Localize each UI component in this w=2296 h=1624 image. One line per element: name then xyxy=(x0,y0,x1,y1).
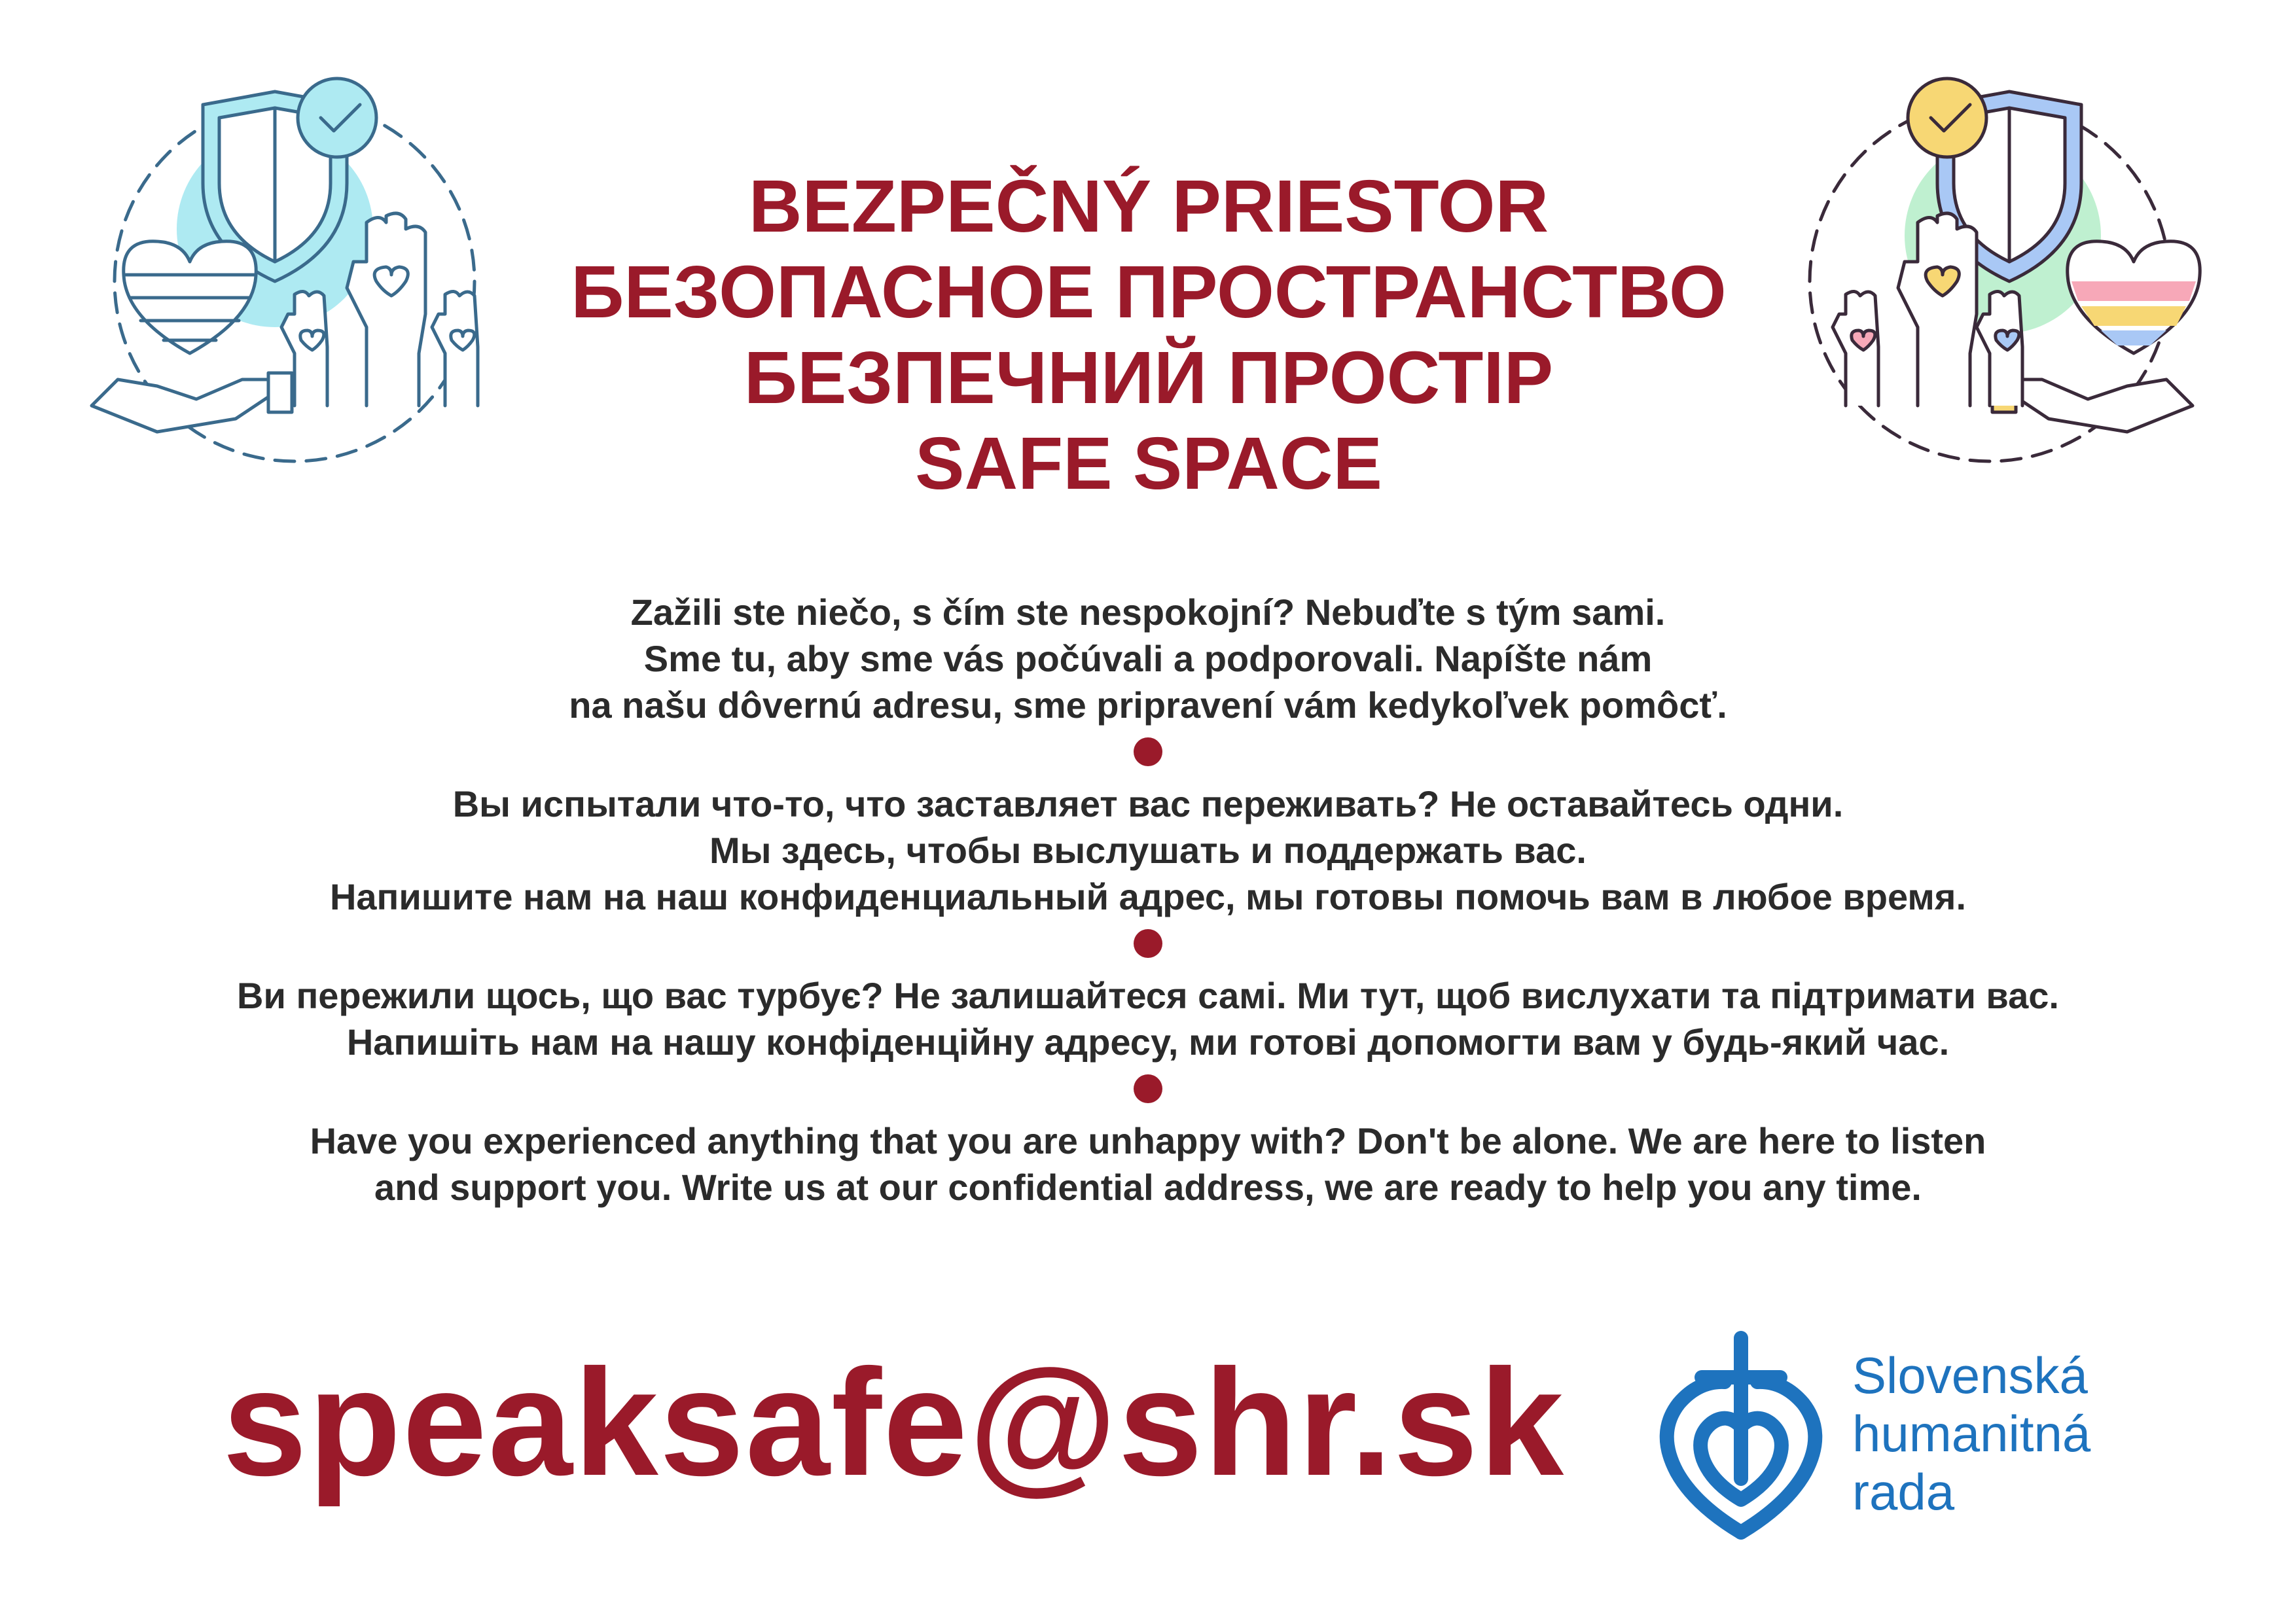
title-line-ru: БЕЗОПАСНОЕ ПРОСТРАНСТВО xyxy=(571,251,1727,333)
message-sk-line: Sme tu, aby sme vás počúvali a podporovali. Napíšte nám xyxy=(643,638,1653,679)
separator-dot xyxy=(1134,929,1162,958)
message-en-line: and support you. Write us at our confidential address, we are ready to help you any time. xyxy=(374,1167,1922,1208)
title-block xyxy=(497,164,1800,506)
message-en xyxy=(79,1118,2217,1210)
organization-name-line: humanitná xyxy=(1852,1405,2091,1462)
safe-space-right-illustration-icon xyxy=(1787,65,2206,484)
organization-name-line: Slovenská xyxy=(1852,1347,2088,1404)
message-uk xyxy=(79,972,2217,1065)
message-uk-line: Напишіть нам на нашу конфіденційну адресу, ми готові допомогти вам у будь-який час. xyxy=(346,1021,1950,1063)
safe-space-left-illustration-icon xyxy=(79,65,497,484)
separator-dot xyxy=(1134,737,1162,766)
organization xyxy=(1649,1328,2121,1544)
message-sk-line: na našu dôvernú adresu, sme pripravení vám kedykoľvek pomôcť. xyxy=(569,684,1727,726)
message-ru-line: Мы здесь, чтобы выслушать и поддержать вас. xyxy=(709,830,1587,871)
message-en-line: Have you experienced anything that you are unhappy with? Don't be alone. We are here to listen xyxy=(310,1120,1986,1161)
message-sk-line: Zažili ste niečo, s čím ste nespokojní? Nebuďte s tým sami. xyxy=(630,591,1666,633)
contact-email-link[interactable]: speaksafe@shr.sk xyxy=(223,1338,1566,1508)
separator-dot xyxy=(1134,1074,1162,1103)
title-line-en: SAFE SPACE xyxy=(915,422,1382,504)
title-line-sk: BEZPEČNÝ PRIESTOR xyxy=(748,165,1549,247)
message-ru xyxy=(79,781,2217,920)
organization-name xyxy=(1852,1347,2090,1521)
shr-cross-heart-logo-icon xyxy=(1649,1328,1833,1544)
message-sk xyxy=(79,589,2217,728)
organization-name-line: rada xyxy=(1852,1463,1955,1521)
message-block xyxy=(79,589,2217,1210)
message-ru-line: Напишите нам на наш конфиденциальный адрес, мы готовы помочь вам в любое время. xyxy=(329,876,1967,917)
message-uk-line: Ви пережили щось, що вас турбує? Не залишайтеся самі. Ми тут, щоб вислухати та підтримати вас. xyxy=(237,975,2059,1016)
title-line-uk: БЕЗПЕЧНИЙ ПРОСТІР xyxy=(744,336,1554,419)
message-ru-line: Вы испытали что-то, что заставляет вас переживать? Не оставайтесь одни. xyxy=(452,783,1844,824)
